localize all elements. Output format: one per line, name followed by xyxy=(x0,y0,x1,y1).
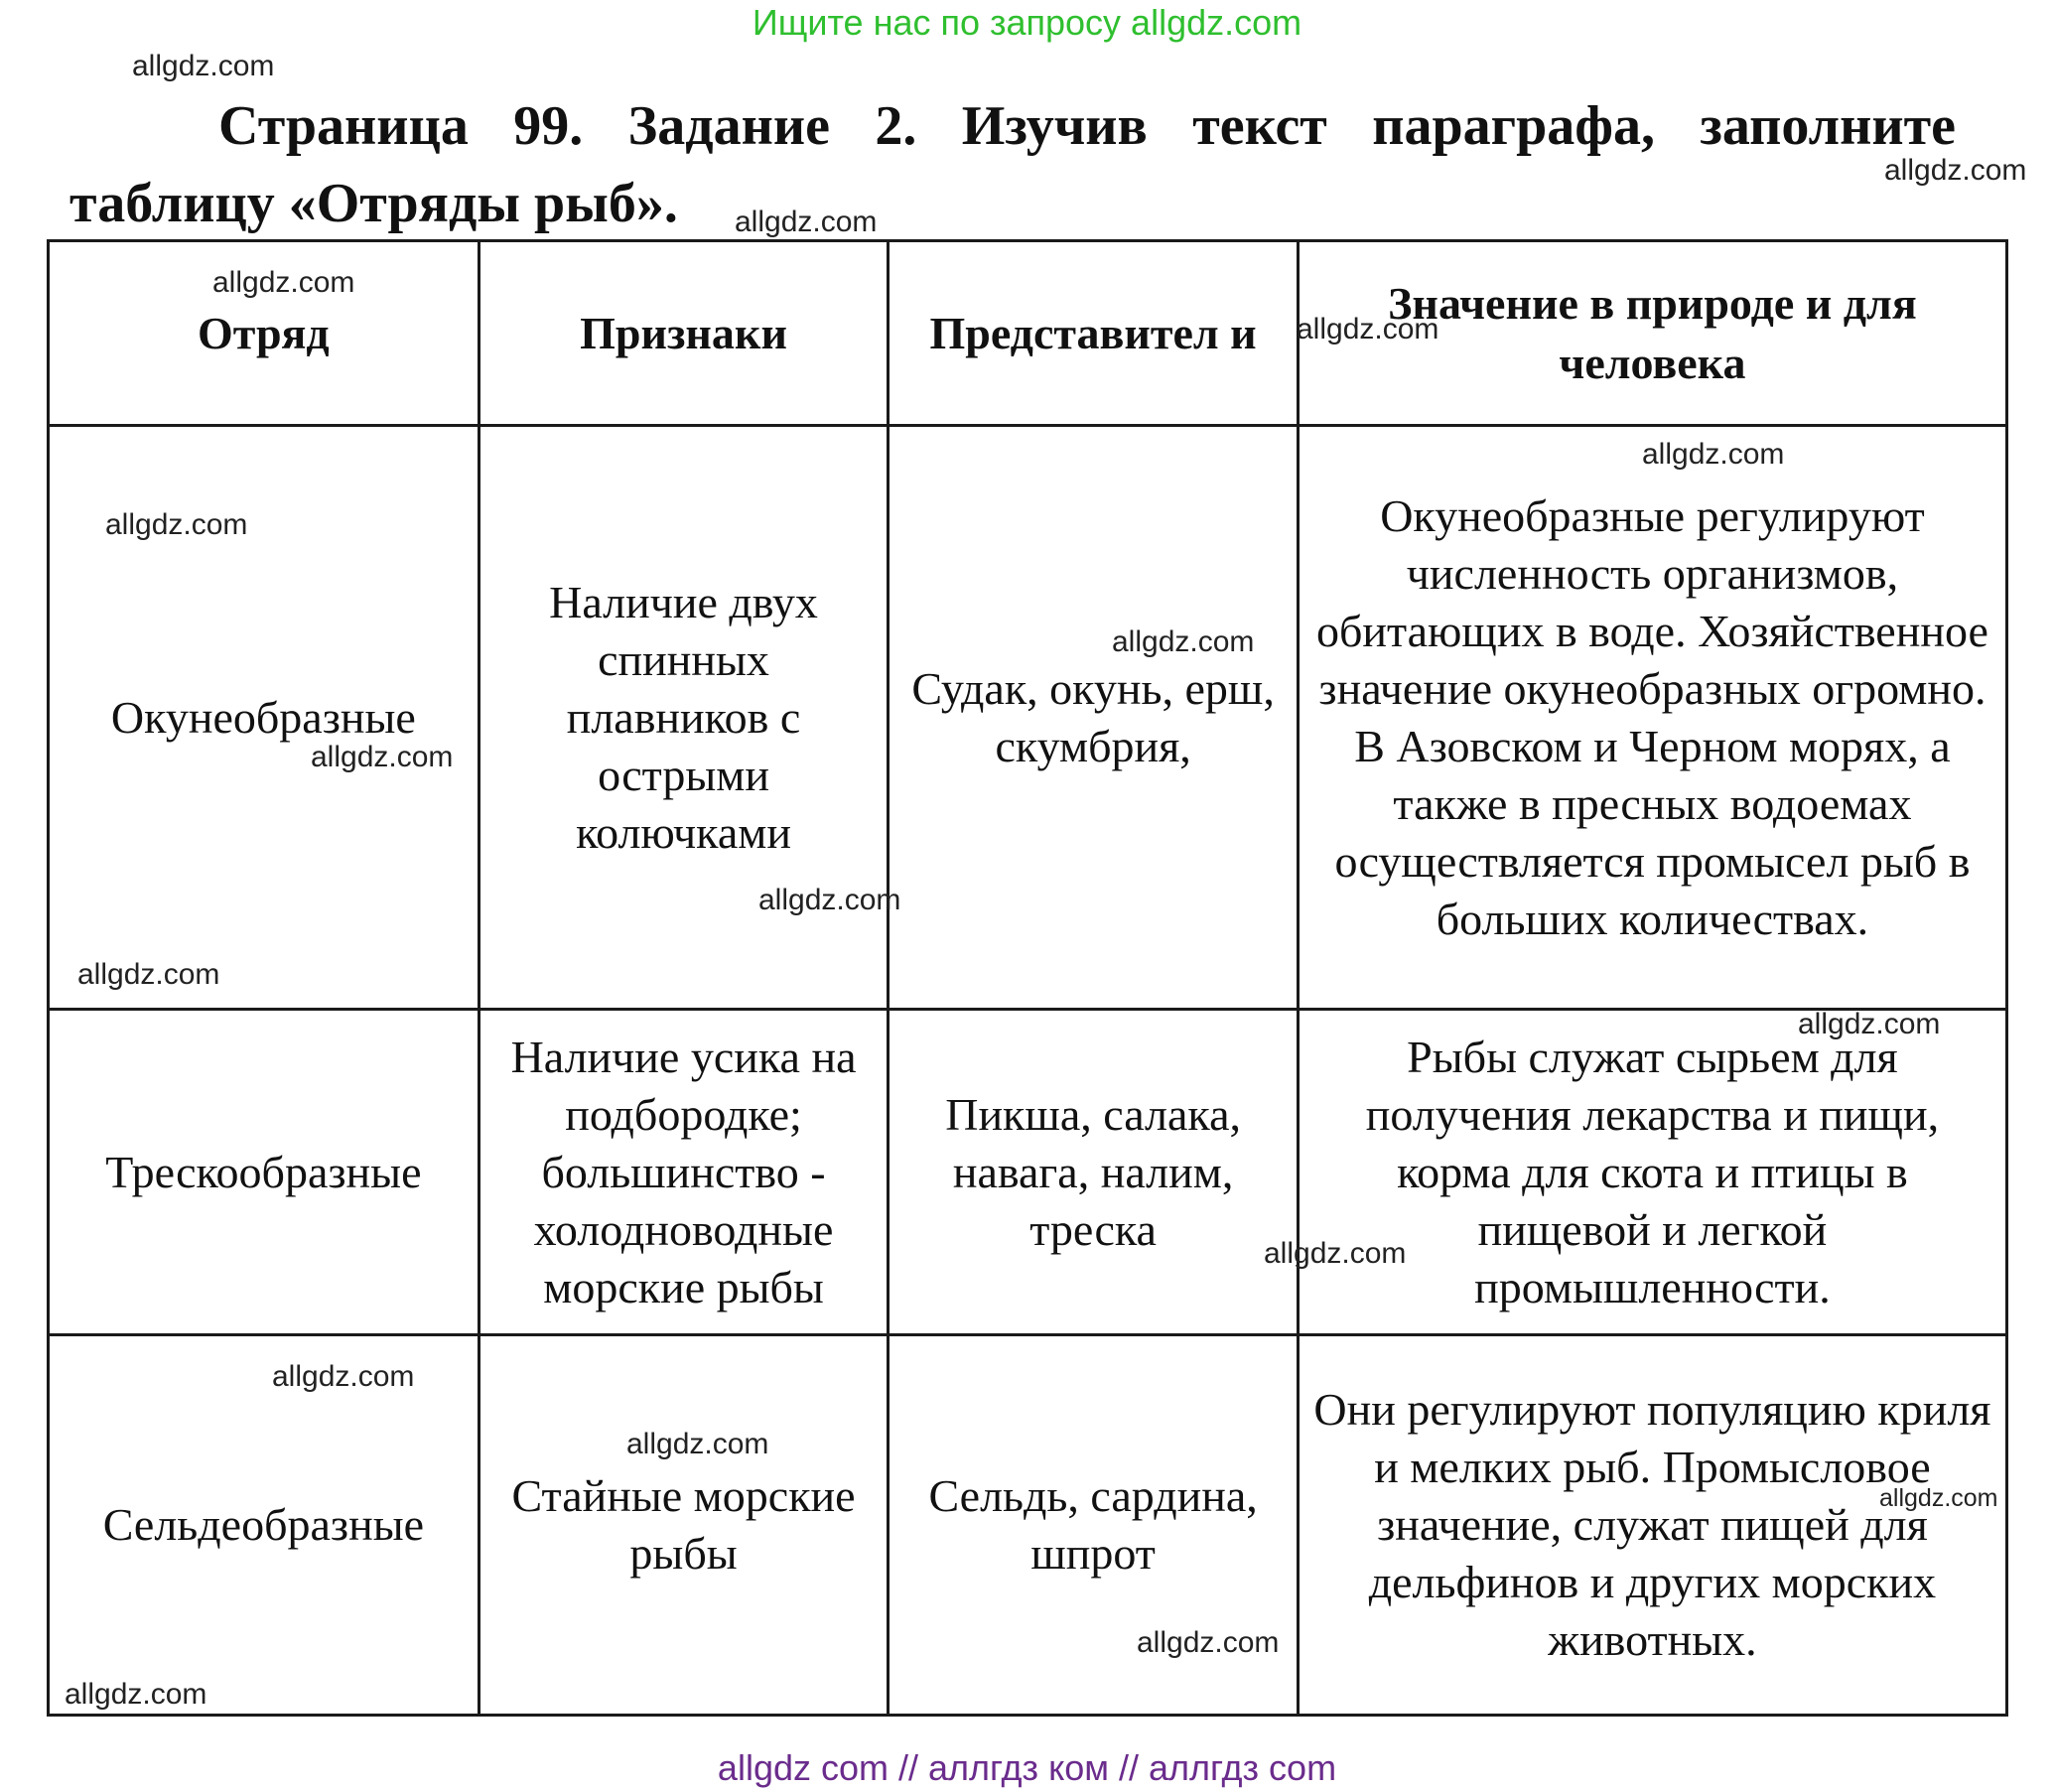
table-row xyxy=(49,426,2007,1010)
watermark: allgdz.com xyxy=(1112,625,1255,658)
header-representatives: Представител и xyxy=(889,241,1299,426)
footer-links: allgdz com // аллгдз ком // аллгдз com xyxy=(717,1747,1337,1788)
watermark: allgdz.com xyxy=(1264,1237,1407,1270)
task-heading-line1: Страница 99. Задание 2. Изучив текст параграфа, заполните xyxy=(218,95,1956,157)
cell-order: Сельдеобразные xyxy=(49,1335,479,1716)
watermark: allgdz.com xyxy=(212,266,355,299)
watermark: allgdz.com xyxy=(626,1428,769,1460)
watermark: allgdz.com xyxy=(132,50,275,82)
watermark: allgdz.com xyxy=(1884,154,2027,187)
watermark: allgdz.com xyxy=(65,1678,207,1711)
table-row xyxy=(49,1010,2007,1335)
task-heading-line2: таблицу «Отряды рыб». xyxy=(69,173,678,234)
header-features: Признаки xyxy=(479,241,889,426)
cell-significance: Окунеобразные регулируют численность организмов, обитающих в воде. Хозяйственное значение окунеобразных огромно. В Азовском и Черном морях, а также в пресных водоемах осуществляется промысел рыб в больших количествах. xyxy=(1298,426,2006,1010)
watermark: allgdz.com xyxy=(77,958,220,991)
cell-features: Стайные морские рыбы xyxy=(479,1335,889,1716)
watermark: allgdz.com xyxy=(1879,1484,1998,1512)
cell-order: Трескообразные xyxy=(49,1010,479,1335)
watermark: allgdz.com xyxy=(735,206,878,238)
watermark: allgdz.com xyxy=(758,884,901,916)
watermark: allgdz.com xyxy=(1297,313,1439,345)
header-order: Отряд xyxy=(49,241,479,426)
task-heading xyxy=(69,87,1956,242)
cell-significance: Они регулируют популяцию криля и мелких рыб. Промысловое значение, служат пищей для дельфинов и других морских животных. xyxy=(1298,1335,2006,1716)
search-banner: Ищите нас по запросу allgdz.com xyxy=(752,2,1302,43)
header-significance: Значение в природе и для человека xyxy=(1298,241,2006,426)
cell-significance: Рыбы служат сырьем для получения лекарства и пищи, корма для скота и птицы в пищевой и легкой промышленности. xyxy=(1298,1010,2006,1335)
cell-features: Наличие усика на подбородке; большинство - холодноводные морские рыбы xyxy=(479,1010,889,1335)
watermark: allgdz.com xyxy=(105,508,248,541)
watermark: allgdz.com xyxy=(272,1360,415,1393)
cell-representatives: Пикша, салака, навага, налим, треска xyxy=(889,1010,1299,1335)
watermark: allgdz.com xyxy=(311,741,454,773)
watermark: allgdz.com xyxy=(1642,438,1785,471)
cell-order: Окунеобразные xyxy=(49,426,479,1010)
cell-representatives: Сельдь, сардина, шпрот xyxy=(889,1335,1299,1716)
cell-features: Наличие двух спинных плавников с острыми колючками xyxy=(479,426,889,1010)
cell-representatives: Судак, окунь, ерш, скумбрия, xyxy=(889,426,1299,1010)
watermark: allgdz.com xyxy=(1137,1626,1280,1659)
watermark: allgdz.com xyxy=(1798,1008,1941,1040)
